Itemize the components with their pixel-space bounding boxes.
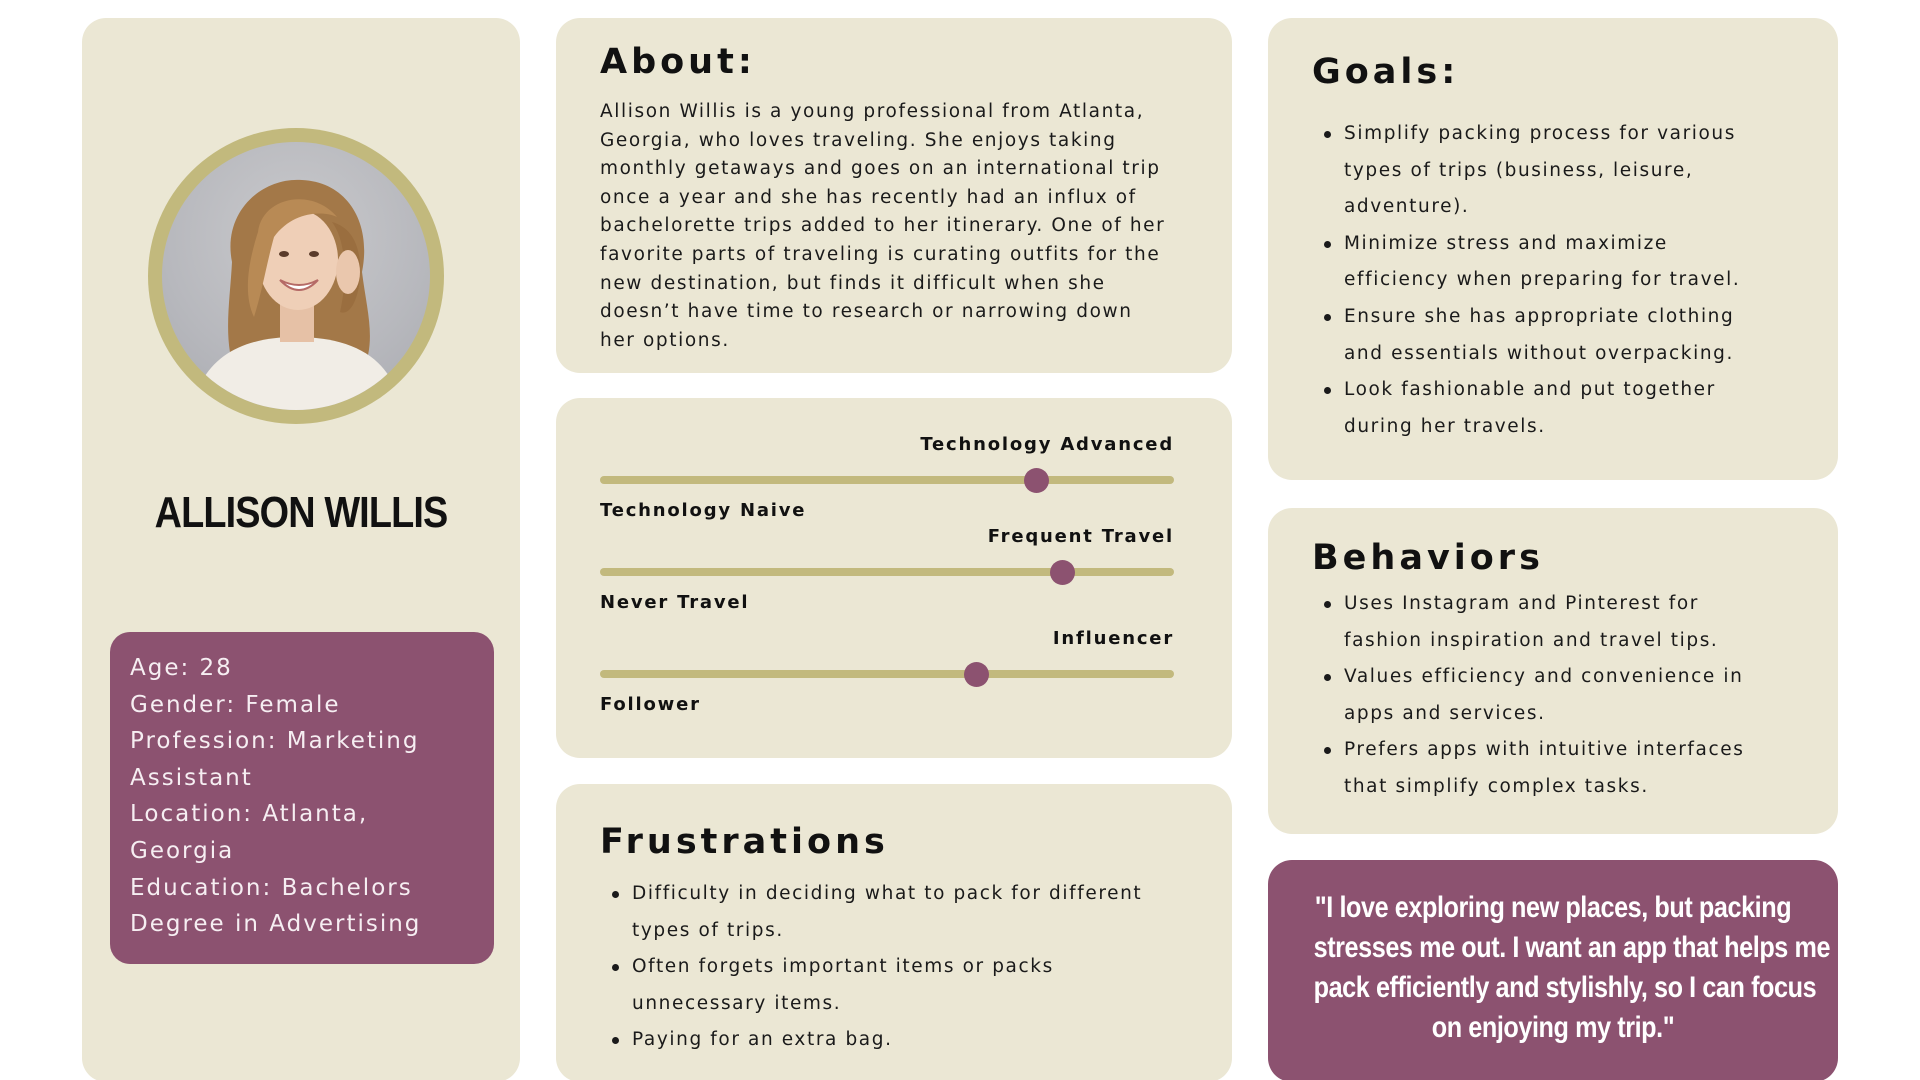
about-line: doesn’t have time to research or narrowing down	[600, 301, 1133, 323]
list-item	[600, 876, 1200, 949]
slider-track	[600, 670, 1174, 678]
slider-knob	[1050, 560, 1075, 585]
list-item-line: Often forgets important items or packs	[632, 956, 1054, 978]
about-line: her options.	[600, 329, 730, 351]
demographic-line: Gender: Female	[130, 691, 341, 718]
avatar	[148, 128, 444, 424]
list-item-line: types of trips (business, leisure,	[1344, 159, 1694, 181]
demographic-line: Age: 28	[130, 655, 233, 681]
list-item-line: types of trips.	[632, 919, 784, 941]
list-item	[1312, 299, 1812, 372]
list-item-line: Simplify packing process for various	[1344, 123, 1736, 144]
list-item	[1312, 116, 1812, 226]
behaviors-list	[1312, 586, 1812, 806]
slider-low-label: Technology Naive	[600, 500, 807, 521]
slider-track	[600, 476, 1174, 484]
list-item-line: Difficulty in deciding what to pack for different	[632, 883, 1143, 904]
list-item-line: Uses Instagram and Pinterest for	[1344, 593, 1700, 614]
list-item-line: apps and services.	[1344, 702, 1546, 724]
list-item	[600, 1022, 1200, 1059]
list-item	[1312, 226, 1812, 299]
about-line: favorite parts of traveling is curating outfits for the	[600, 243, 1161, 265]
about-line: monthly getaways and goes on an international trip	[600, 158, 1161, 180]
list-item-line: fashion inspiration and travel tips.	[1344, 629, 1719, 651]
goals-title: Goals:	[1312, 52, 1460, 92]
goals-list	[1312, 116, 1812, 445]
slider-high-label: Frequent Travel	[987, 526, 1174, 547]
slider-track	[600, 568, 1174, 576]
quote-line: on enjoying my trip."	[1431, 1011, 1675, 1044]
goals-card	[1268, 18, 1838, 480]
quote-text	[1313, 888, 1831, 1048]
list-item-line: and essentials without overpacking.	[1344, 342, 1734, 364]
quote-line: stresses me out. I want an app that helps me	[1313, 931, 1831, 964]
demographic-line: Education: Bachelors	[130, 874, 413, 901]
slider-low-label: Never Travel	[600, 592, 750, 613]
slider-high-label: Influencer	[1052, 628, 1174, 649]
demographic-line: Assistant	[130, 764, 253, 791]
demographic-line: Georgia	[130, 837, 235, 864]
about-title: About:	[600, 42, 756, 82]
list-item-line: Ensure she has appropriate clothing	[1344, 305, 1735, 327]
frustrations-title: Frustrations	[600, 822, 889, 862]
slider-high-label: Technology Advanced	[920, 434, 1174, 455]
frustrations-list	[600, 876, 1200, 1059]
profile-card	[82, 18, 520, 1080]
behaviors-title: Behaviors	[1312, 538, 1544, 578]
list-item	[1312, 659, 1812, 732]
about-line: Allison Willis is a young professional from Atlanta,	[600, 101, 1145, 122]
slider-knob	[1024, 468, 1049, 493]
behaviors-card	[1268, 508, 1838, 834]
demographic-line: Location: Atlanta,	[130, 801, 369, 828]
list-item-line: Values efficiency and convenience in	[1344, 666, 1744, 688]
list-item-line: that simplify complex tasks.	[1344, 775, 1649, 797]
demographics-panel	[110, 632, 494, 964]
persona-photo-icon	[162, 142, 430, 410]
list-item-line: Prefers apps with intuitive interfaces	[1344, 739, 1745, 761]
list-item-line: Paying for an extra bag.	[632, 1029, 893, 1051]
slider-low-label: Follower	[600, 694, 701, 715]
about-line: Georgia, who loves traveling. She enjoys taking	[600, 129, 1117, 151]
quote-line: "I love exploring new places, but packing	[1314, 891, 1792, 924]
list-item	[1312, 372, 1812, 445]
persona-photo-illustration	[162, 142, 430, 410]
about-card	[556, 18, 1232, 373]
quote-line: pack efficiently and stylishly, so I can focus	[1313, 971, 1817, 1004]
list-item-line: unnecessary items.	[632, 992, 842, 1014]
about-line: bachelorette trips added to her itinerary. One of her	[600, 215, 1166, 237]
list-item	[1312, 586, 1812, 659]
list-item-line: Look fashionable and put together	[1344, 379, 1716, 401]
demographic-line: Profession: Marketing	[130, 728, 420, 755]
about-text	[600, 98, 1200, 355]
demographic-line: Degree in Advertising	[130, 911, 422, 938]
frustrations-card	[556, 784, 1232, 1080]
list-item-line: Minimize stress and maximize	[1344, 232, 1668, 254]
quote-card	[1268, 860, 1838, 1080]
persona-name: ALLISON WILLIS	[154, 488, 448, 537]
slider-knob	[964, 662, 989, 687]
about-line: once a year and she has recently had an influx of	[600, 186, 1137, 208]
list-item-line: efficiency when preparing for travel.	[1344, 269, 1741, 291]
traits-card	[556, 398, 1232, 758]
list-item-line: adventure).	[1344, 196, 1470, 218]
about-line: new destination, but finds it difficult when she	[600, 272, 1106, 294]
list-item	[1312, 732, 1812, 805]
list-item	[600, 949, 1200, 1022]
list-item-line: during her travels.	[1344, 415, 1546, 437]
